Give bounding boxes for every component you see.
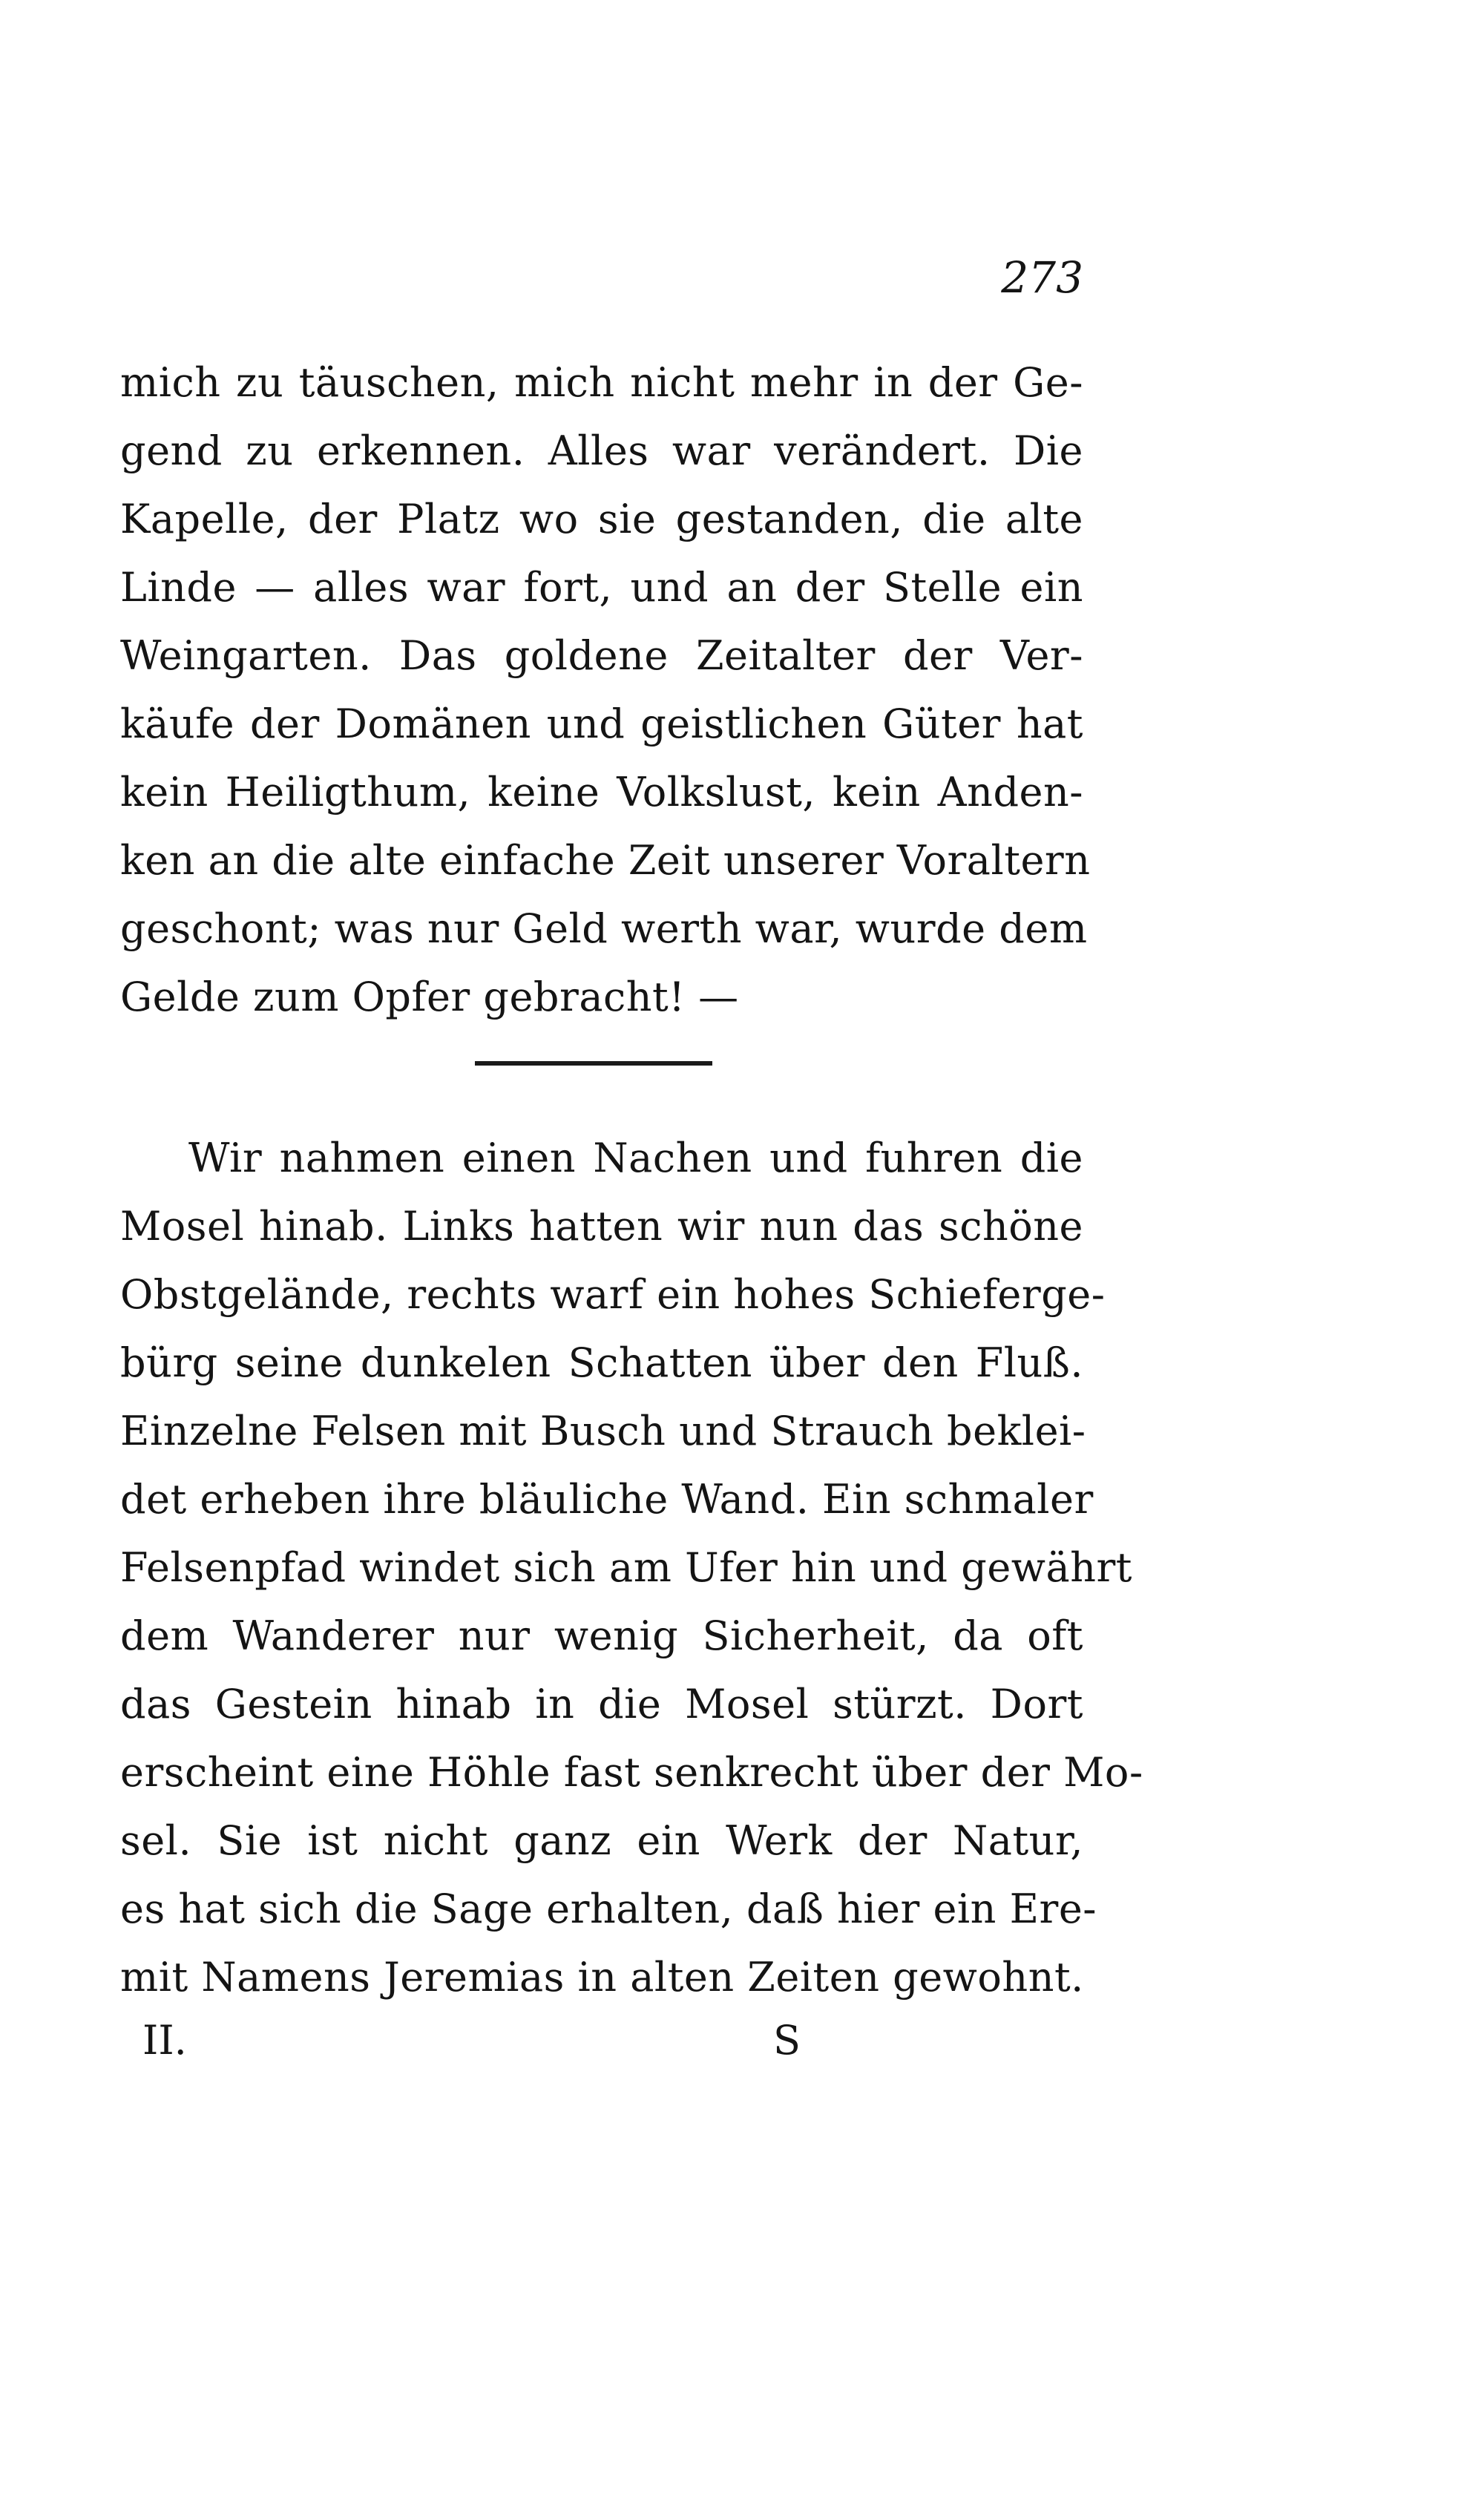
text-line: es hat sich die Sage erhalten, daß hier ein Ere- — [120, 1886, 1097, 1932]
text-line: das Gestein hinab in die Mosel stürzt. Dort — [120, 1681, 1083, 1727]
page-number: 273 — [1001, 252, 1083, 303]
text-line: mit Namens Jeremias in alten Zeiten gewohnt. — [120, 1954, 1084, 2001]
text-line: mich zu täuschen, mich nicht mehr in der Ge- — [120, 359, 1083, 406]
text-line: Wir nahmen einen Nachen und fuhren die — [188, 1135, 1083, 1181]
text-line: ken an die alte einfache Zeit unserer Voraltern — [120, 837, 1091, 884]
page-footer — [120, 2007, 1083, 2074]
text-line: gend zu erkennen. Alles war verändert. Die — [120, 427, 1083, 474]
text-line: Kapelle, der Platz wo sie gestanden, die alte — [120, 496, 1083, 542]
text-line: dem Wanderer nur wenig Sicherheit, da oft — [120, 1612, 1083, 1659]
text-line: Einzelne Felsen mit Busch und Strauch beklei- — [120, 1408, 1086, 1454]
text-line: bürg seine dunkelen Schatten über den Fluß. — [120, 1339, 1083, 1386]
signature-mark: II. — [142, 2017, 187, 2064]
text-line: kein Heiligthum, keine Volkslust, kein Anden- — [120, 769, 1083, 816]
text-line: Linde — alles war fort, und an der Stelle ein — [120, 564, 1083, 611]
text-line: Felsenpfad windet sich am Ufer hin und gewährt — [120, 1544, 1133, 1591]
section-divider — [475, 1061, 712, 1066]
text-line: det erheben ihre bläuliche Wand. Ein schmaler — [120, 1476, 1094, 1523]
text-line: Weingarten. Das goldene Zeitalter der Ver- — [120, 632, 1083, 679]
text-line: geschont; was nur Geld werth war, wurde dem — [120, 905, 1088, 952]
catchword: S — [773, 2017, 801, 2064]
text-line: käufe der Domänen und geistlichen Güter hat — [120, 700, 1083, 747]
text-line: Obstgelände, rechts warf ein hohes Schieferge- — [120, 1271, 1106, 1318]
text-line: Gelde zum Opfer gebracht! — — [120, 974, 739, 1020]
text-line: erscheint eine Höhle fast senkrecht über der Mo- — [120, 1749, 1143, 1796]
paragraph-1 — [120, 349, 1091, 1031]
text-line: sel. Sie ist nicht ganz ein Werk der Natur, — [120, 1817, 1083, 1864]
paragraph-2 — [120, 1124, 1143, 2012]
text-line: Mosel hinab. Links hatten wir nun das schöne — [120, 1203, 1083, 1250]
